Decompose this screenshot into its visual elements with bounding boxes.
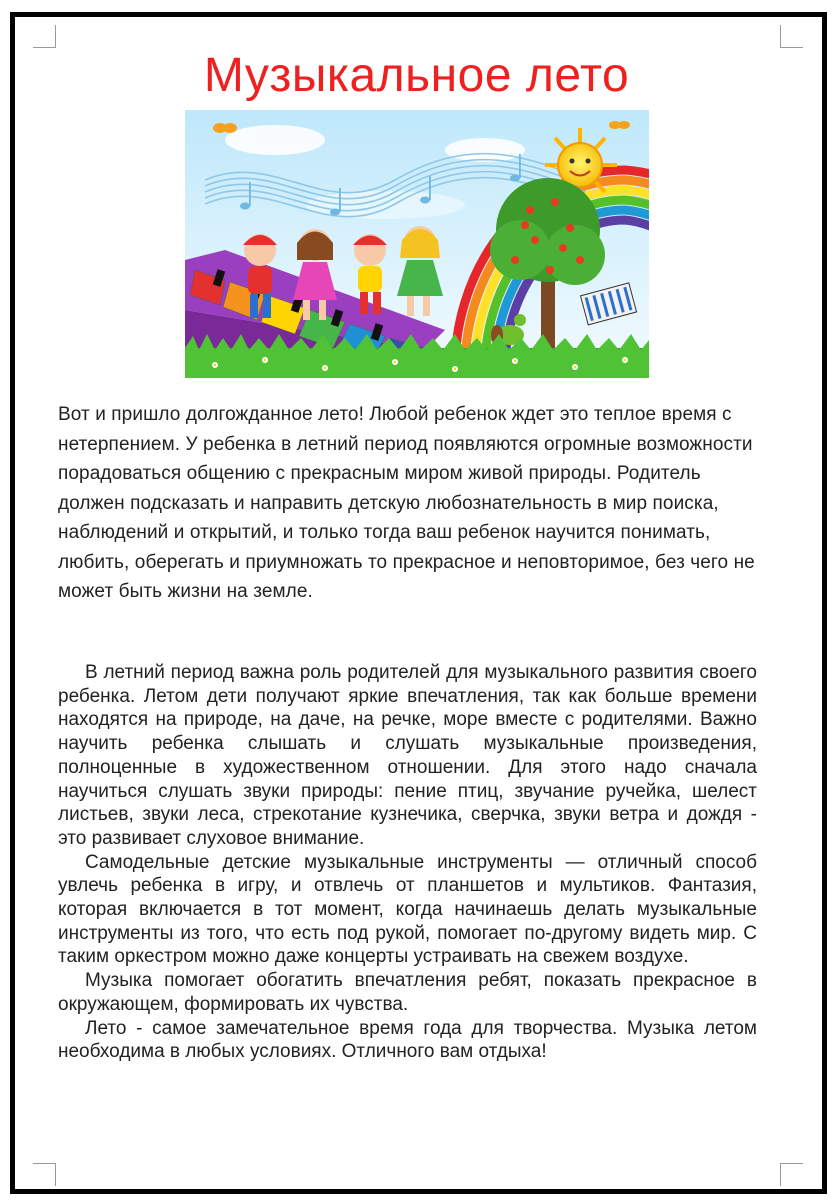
corner-mark-bottom-right (780, 1163, 803, 1186)
corner-mark-top-left (33, 25, 56, 48)
corner-mark-top-right (780, 25, 803, 48)
paragraph-summer-creativity: Лето - самое замечательное время года для творчества. Музыка летом необходима в любых условиях. Отличного вам отдыха! (58, 1017, 757, 1063)
paragraph-music-helps: Музыка помогает обогатить впечатления ребят, показать прекрасное в окружающем, формировать их чувства. (58, 970, 757, 1015)
paragraph-music-development: В летний период важна роль родителей для музыкального развития своего ребенка. Летом дети получают яркие впечатления, так как больше времени находятся на природе, на даче, на речке, море вместе с родителями. Важно научить ребенка слышать и слушать музыкальные произведения, полноценные в художественном отношении. Для этого надо сначала научиться слушать звуки природы: пение птиц, звучание ручейка, шелест листьев, звуки леса, стрекотание кузнечика, сверчка, звуки ветра и дождя - это развивает слуховое внимание. (58, 662, 757, 849)
paragraph-homemade-instruments: Самодельные детские музыкальные инструменты — отличный способ увлечь ребенка в игру, и отвлечь от планшетов и мультиков. Фантазия, которая включается в тот момент, когда начинаешь делать музыкальные инструменты из того, что есть под рукой, помогает по-другому видеть мир. С таким оркестром можно даже концерты устраивать на свежем воздухе. (58, 851, 757, 968)
page-title: Музыкальное лето (203, 49, 630, 102)
intro-paragraph: Вот и пришло долгожданное лето! Любой ребенок ждет это теплое время с нетерпением. У ребенка в летний период появляются огромные возможности порадоваться общению с прекрасным миром живой природы. Родитель должен подсказать и направить детскую любознательность в мир поиска, наблюдений и открытий, и только тогда ваш ребенок научится понимать, любить, оберегать и приумножать то прекрасное и неповторимое, без чего не может быть жизни на земле. (58, 404, 755, 602)
corner-mark-bottom-left (33, 1163, 56, 1186)
summer-music-illustration (185, 110, 649, 378)
main-text (58, 661, 757, 1064)
